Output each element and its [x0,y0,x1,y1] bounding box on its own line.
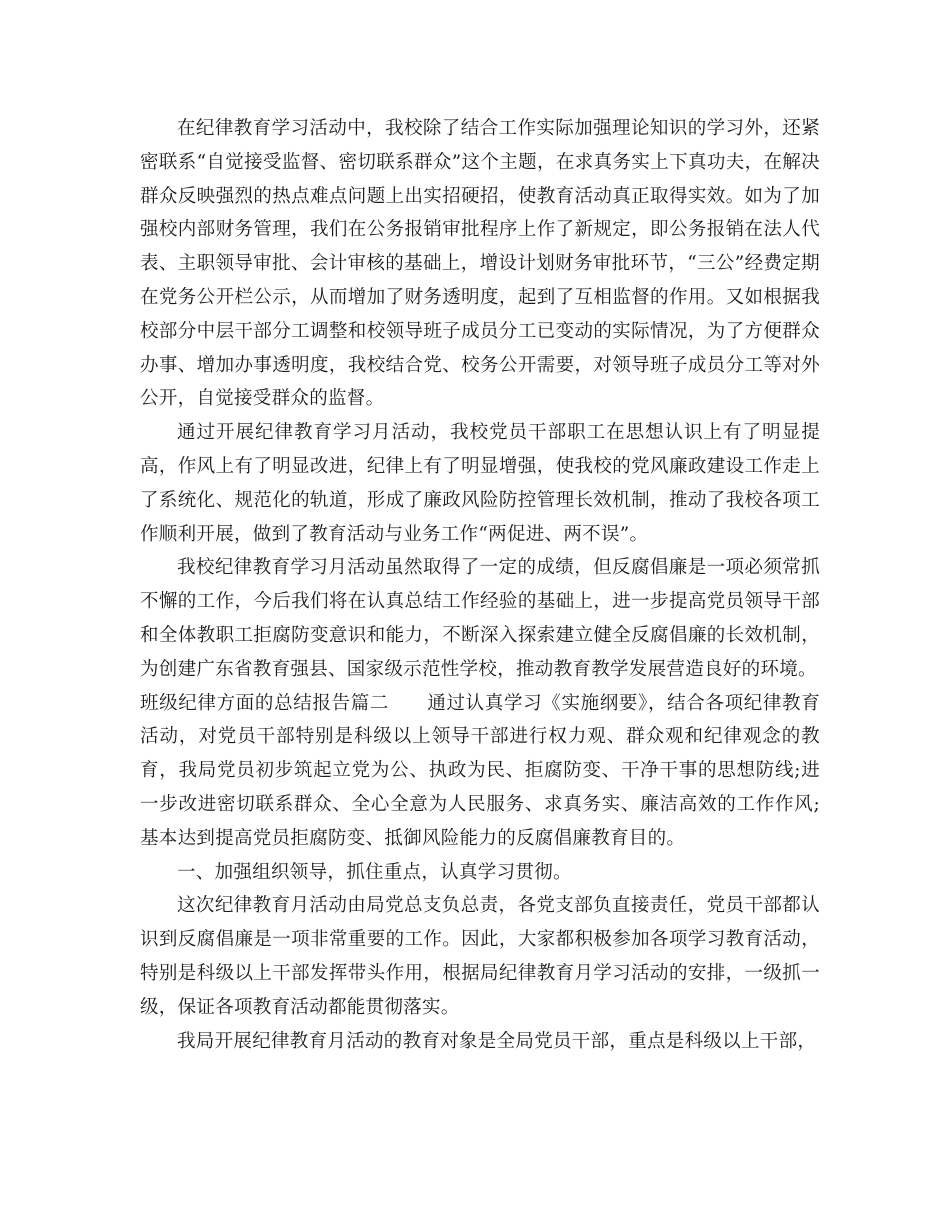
paragraph-3: 我校纪律教育学习月活动虽然取得了一定的成绩，但反腐倡廉是一项必须常抓不懈的工作，今后我们将在认真总结工作经验的基础上，进一步提高党员领导干部和全体教职工拒腐防变意识和能力，不断深入探索建立健全反腐倡廉的长效机制，为创建广东省教育强县、国家级示范性学校，推动教育教学发展营造良好的环境。 [140,557,820,680]
paragraph-4-text: 通过认真学习《实施纲要》，结合各项纪律教育活动，对党员干部特别是科级以上领导干部进行权力观、群众观和纪律观念的教育，我局党员初步筑起立党为公、执政为民、拒腐防变、干净干事的思想防线;进一步改进密切联系群众、全心全意为人民服务、求真务实、廉洁高效的工作作风;基本达到提高党员拒腐防变、抵御风险能力的反腐倡廉教育目的。 [140,692,820,849]
paragraph-7: 我局开展纪律教育月活动的教育对象是全局党员干部，重点是科级以上干部， [177,1030,817,1052]
paragraph-5: 一、加强组织领导，抓住重点，认真学习贯彻。 [177,861,572,883]
paragraph-2: 通过开展纪律教育学习月活动，我校党员干部职工在思想认识上有了明显提高，作风上有了明显改进，纪律上有了明显增强，使我校的党风廉政建设工作走上了系统化、规范化的轨道，形成了廉政风险防控管理长效机制，推动了我校各项工作顺利开展，做到了教育活动与业务工作“两促进、两不误”。 [140,422,820,545]
paragraph-1: 在纪律教育学习活动中，我校除了结合工作实际加强理论知识的学习外，还紧密联系“自觉接受监督、密切联系群众”这个主题，在求真务实上下真功夫，在解决群众反映强烈的热点难点问题上出实招硬招，使教育活动真正取得实效。如为了加强校内部财务管理，我们在公务报销审批程序上作了新规定，即公务报销在法人代表、主职领导审批、会计审核的基础上，增设计划财务审批环节，“三公”经费定期在党务公开栏公示，从而增加了财务透明度，起到了互相监督的作用。又如根据我校部分中层干部分工调整和校领导班子成员分工已变动的实际情况，为了方便群众办事、增加办事透明度，我校结合党、校务公开需要，对领导班子成员分工等对外公开，自觉接受群众的监督。 [140,118,820,410]
paragraph-4 [140,687,820,856]
section-heading: 班级纪律方面的总结报告篇二 [140,692,390,714]
document-page [140,112,820,1058]
paragraph-6: 这次纪律教育月活动由局党总支负总责，各党支部负直接责任，党员干部都认识到反腐倡廉是一项非常重要的工作。因此，大家都积极参加各项学习教育活动，特别是科级以上干部发挥带头作用，根据局纪律教育月学习活动的安排，一级抓一级，保证各项教育活动都能贯彻落实。 [140,895,820,1018]
